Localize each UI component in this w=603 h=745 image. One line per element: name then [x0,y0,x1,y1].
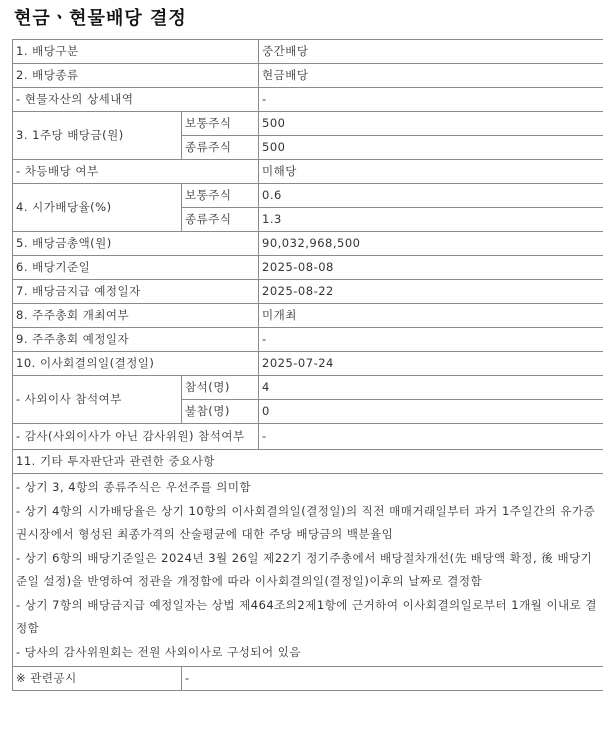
table-row [13,667,603,691]
table-row [13,328,603,352]
table-row [13,160,603,184]
row-label: - 사외이사 참석여부 [13,376,182,424]
row-label: 7. 배당금지급 예정일자 [13,280,259,304]
table-row [13,256,603,280]
table-row [13,376,603,400]
row-label: - 감사(사외이사가 아닌 감사위원) 참석여부 [13,424,259,450]
sub-label: 참석(명) [182,376,259,400]
table-row [13,450,603,474]
table-row [13,424,603,450]
row-value: 중간배당 [259,40,603,64]
row-label: - 현물자산의 상세내역 [13,88,259,112]
row-value: 90,032,968,500 [259,232,603,256]
row-label: ※ 관련공시 [13,667,182,691]
dividend-disclosure-table [12,39,603,691]
row-label: - 차등배당 여부 [13,160,259,184]
row-value: 0.6 [259,184,603,208]
row-value: 미개최 [259,304,603,328]
row-value: 1.3 [259,208,603,232]
note-item: - 상기 4항의 시가배당율은 상기 10항의 이사회결의일(결정일)의 직전 매매거래일부터 과거 1주일간의 유가증권시장에서 형성된 최종가격의 산술평균에 대한 주당 배당금의 백분율임 [16,503,596,541]
table-row [13,280,603,304]
sub-label: 불참(명) [182,400,259,424]
table-row [13,88,603,112]
sub-label: 보통주식 [182,112,259,136]
table-row [13,112,603,136]
table-row [13,64,603,88]
row-value: - [182,667,603,691]
row-value: - [259,424,603,450]
row-value: 미해당 [259,160,603,184]
row-value: - [259,328,603,352]
table-row [13,474,603,667]
row-label: 1. 배당구분 [13,40,259,64]
table-row [13,232,603,256]
row-value: 500 [259,136,603,160]
row-label: 6. 배당기준일 [13,256,259,280]
row-label: 10. 이사회결의일(결정일) [13,352,259,376]
row-value: - [259,88,603,112]
row-value: 2025-08-08 [259,256,603,280]
sub-label: 종류주식 [182,136,259,160]
note-item: - 당사의 감사위원회는 전원 사외이사로 구성되어 있음 [16,644,301,659]
row-value: 0 [259,400,603,424]
table-row [13,184,603,208]
page-title: 현금ㆍ현물배당 결정 [14,8,187,29]
note-item: - 상기 6항의 배당기준일은 2024년 3월 26일 제22기 정기주총에서 배당절차개선(先 배당액 확정, 後 배당기준일 설정)을 반영하여 정관을 개정함에 따라 이사회결의일(결정일)이후의 날짜로 결정함 [16,550,593,588]
row-label: 8. 주주총회 개최여부 [13,304,259,328]
notes-cell [13,474,603,667]
sub-label: 종류주식 [182,208,259,232]
row-value: 2025-07-24 [259,352,603,376]
row-label: 3. 1주당 배당금(원) [13,112,182,160]
row-label: 5. 배당금총액(원) [13,232,259,256]
row-value: 현금배당 [259,64,603,88]
row-label: 2. 배당종류 [13,64,259,88]
row-label: 9. 주주총회 예정일자 [13,328,259,352]
sub-label: 보통주식 [182,184,259,208]
table-row [13,352,603,376]
table-row [13,40,603,64]
row-value: 4 [259,376,603,400]
row-value: 500 [259,112,603,136]
note-item: - 상기 3, 4항의 종류주식은 우선주를 의미함 [16,480,252,494]
row-value: 2025-08-22 [259,280,603,304]
row-label: 11. 기타 투자판단과 관련한 중요사항 [13,450,603,474]
note-item: - 상기 7항의 배당금지급 예정일자는 상법 제464조의2제1항에 근거하여 이사회결의일로부터 1개월 이내로 결정함 [16,597,598,635]
row-label: 4. 시가배당율(%) [13,184,182,232]
table-row [13,304,603,328]
